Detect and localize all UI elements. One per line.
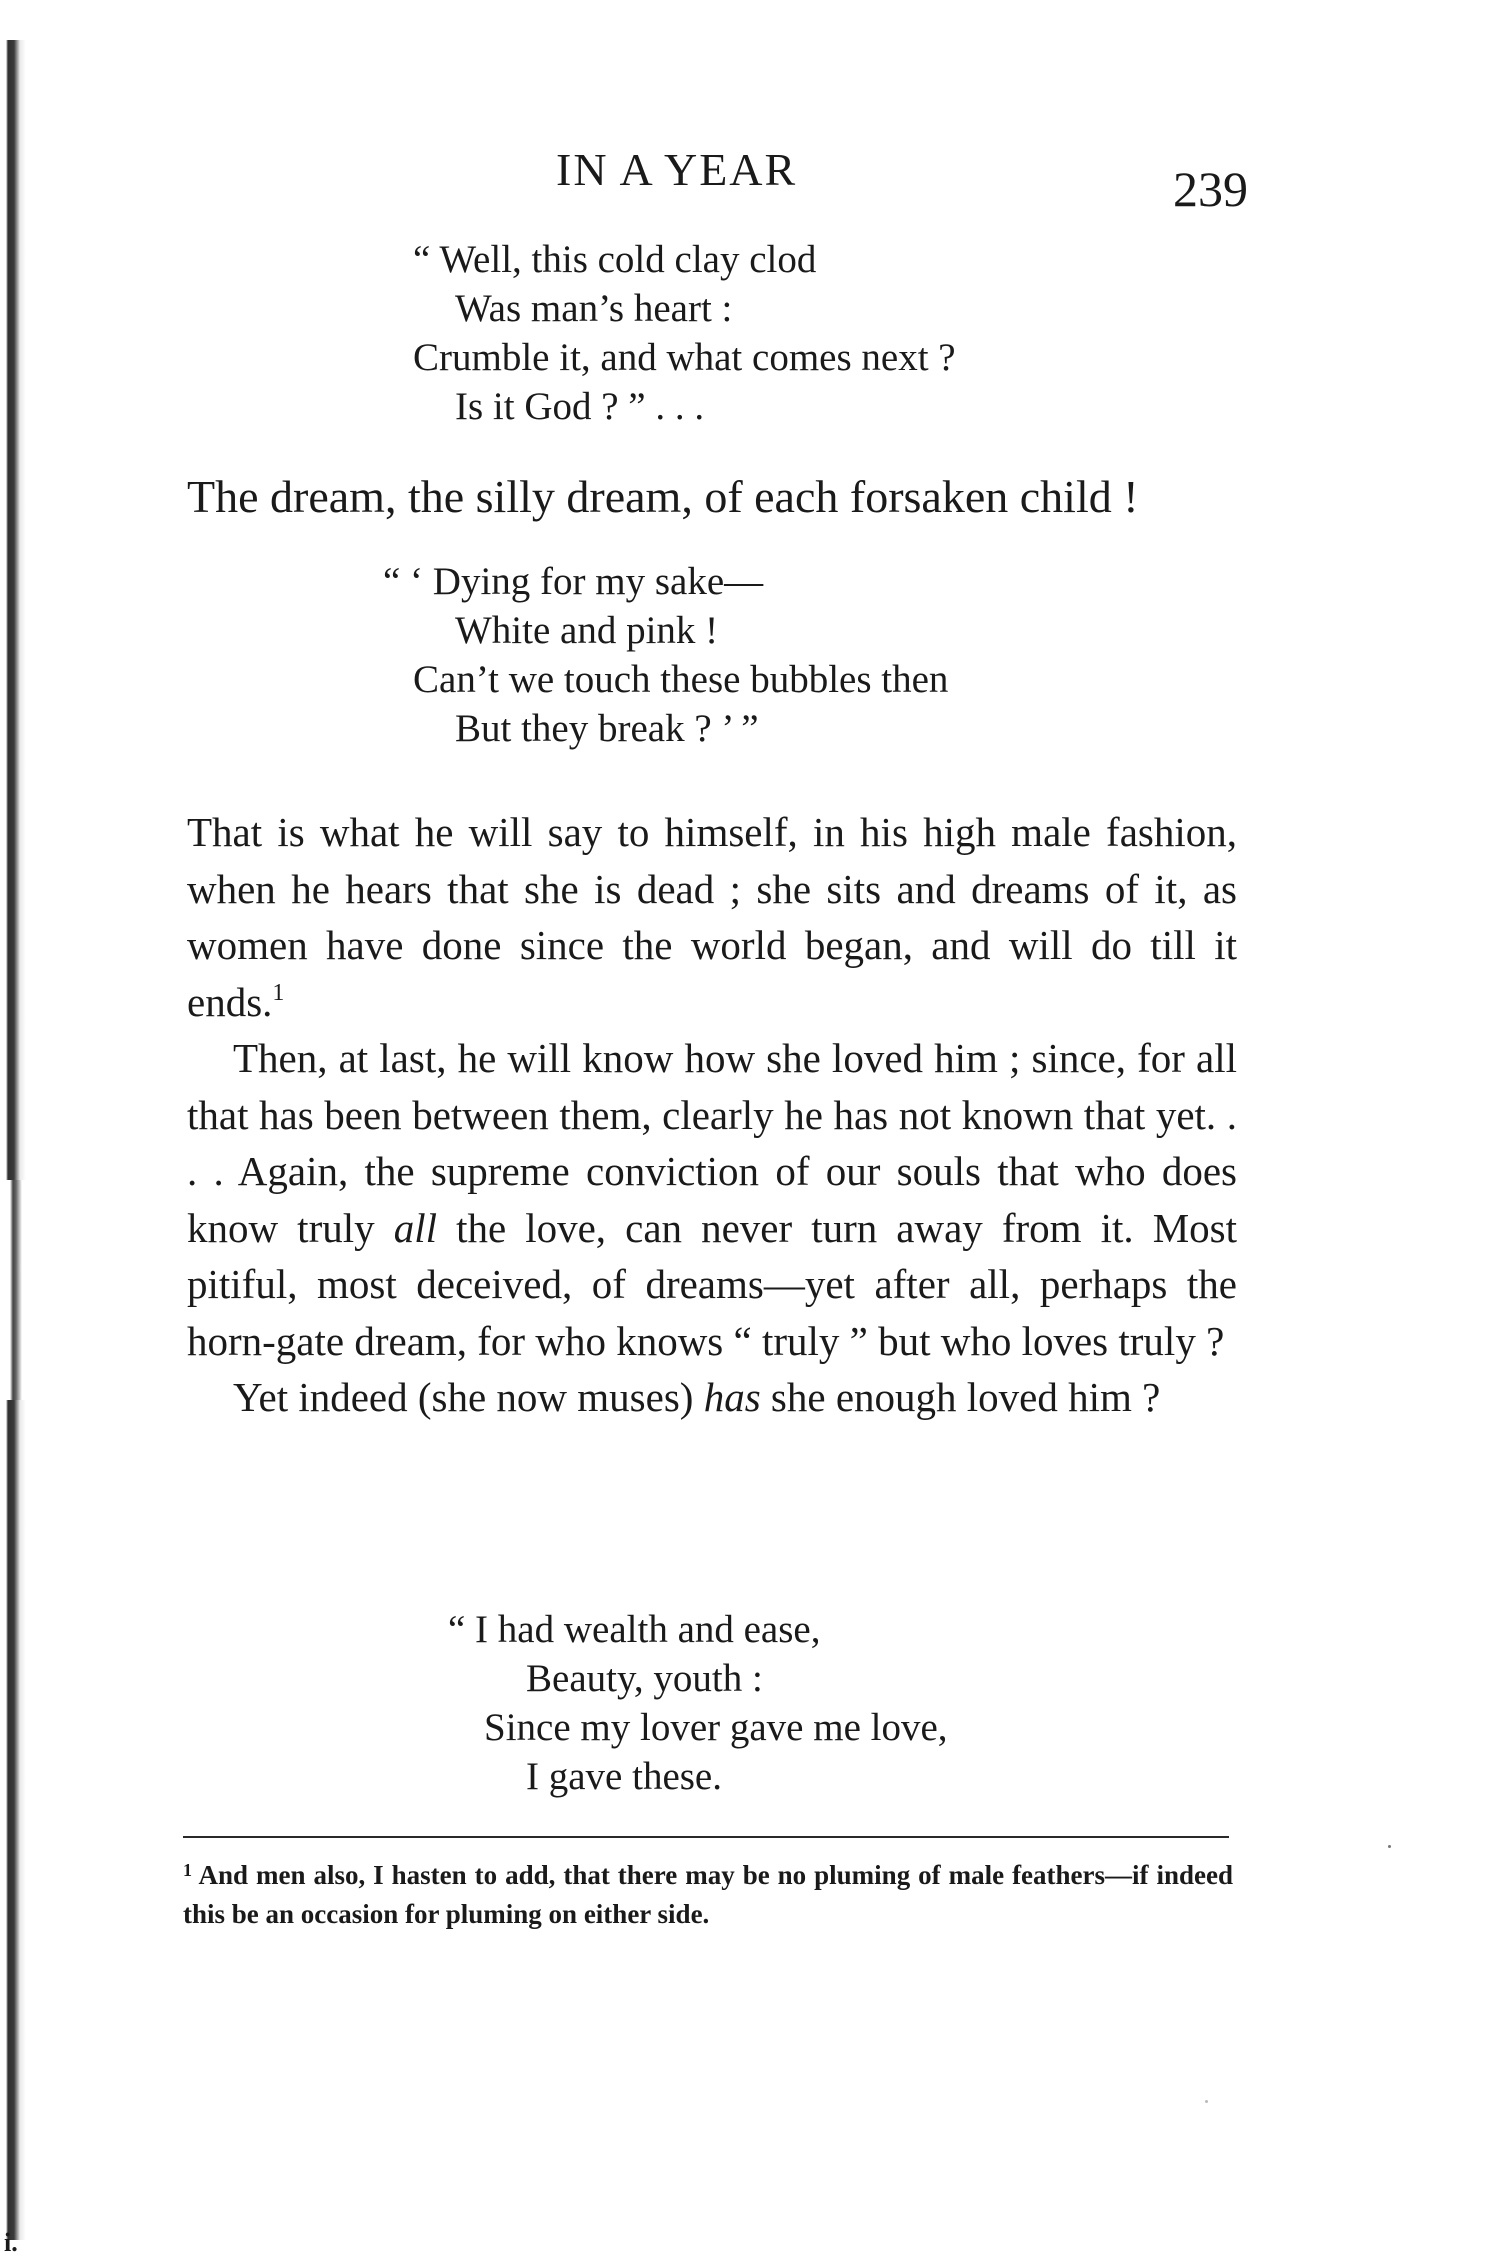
verse-line: Is it God ? ” . . . [455, 385, 705, 428]
paragraph-text: That is what he will say to himself, in his high male fashion, when he hears that she is dead ; she sits and dreams of it, as women have done since the world began, and will do till it ends. [187, 809, 1237, 1025]
exclamation-line: The dream, the silly dream, of each forsaken child ! [187, 471, 1139, 522]
paragraph-text: Then, at last, he will know how she loved him ; since, for all that has been between them, clearly he has not known that yet. . . . Again, the supreme conviction of our souls that who does know truly [187, 1035, 1237, 1251]
verse-line: I gave these. [526, 1755, 722, 1798]
emphasis: all [393, 1204, 437, 1251]
verse-stanza-2 [383, 557, 948, 753]
verse-line: “ ‘ Dying for my sake— [383, 560, 764, 603]
paragraph-text: Yet indeed (she now muses) [233, 1374, 694, 1420]
paper-speck [1388, 1845, 1391, 1848]
margin-mark: i. [4, 2228, 18, 2257]
verse-line: Was man’s heart : [455, 287, 733, 330]
footnote-marker: 1 [183, 1860, 192, 1880]
paragraph [187, 804, 1237, 1030]
book-binding-shadow-lower [0, 1180, 26, 1400]
verse-line: “ I had wealth and ease, [448, 1608, 821, 1651]
verse-stanza-3 [448, 1605, 948, 1801]
verse-stanza-1 [413, 235, 956, 431]
footnote-reference: 1 [272, 979, 285, 1006]
footnote [183, 1856, 1233, 1934]
paragraph [187, 1030, 1237, 1369]
verse-line: Can’t we touch these bubbles then [413, 658, 949, 701]
paragraph [187, 1369, 1237, 1426]
paragraph-text: the love, can never turn away from it. Most pitiful, most deceived, of dreams—yet after all, perhaps the horn-gate dream, for who knows “ truly ” but who loves truly ? [187, 1204, 1238, 1364]
running-title: IN A YEAR [556, 144, 798, 195]
verse-line: “ Well, this cold clay clod [413, 238, 817, 281]
footnote-text: And men also, I hasten to add, that there may be no pluming of male feathers—if indeed this be an occasion for pluming on either side. [183, 1860, 1234, 1929]
book-binding-shadow [0, 40, 26, 2240]
verse-line: But they break ? ’ ” [455, 707, 759, 750]
verse-line: Beauty, youth : [526, 1657, 763, 1700]
verse-line: Crumble it, and what comes next ? [413, 336, 956, 379]
emphasis: has [703, 1374, 761, 1420]
footnote-divider [183, 1836, 1229, 1838]
paragraph-text: she enough loved him ? [770, 1374, 1161, 1420]
verse-line: White and pink ! [455, 609, 719, 652]
verse-line: Since my lover gave me love, [484, 1706, 948, 1749]
body-text [187, 804, 1237, 1426]
page-number: 239 [1173, 161, 1248, 217]
paper-speck [1205, 2100, 1208, 2103]
